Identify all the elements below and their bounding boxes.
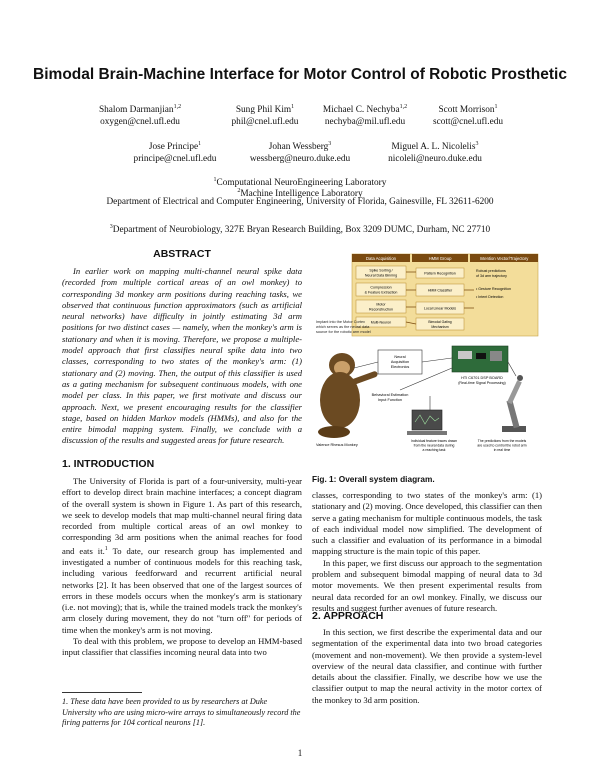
author-sup: 3 (475, 141, 479, 147)
paper-title: Bimodal Brain-Machine Interface for Motor Control of Robotic Prosthetic (33, 66, 567, 83)
affiliation-line (0, 221, 600, 236)
author-email: wessberg@neuro.duke.edu (249, 154, 351, 165)
author-email: nechyba@mil.ufl.edu (324, 117, 406, 128)
intro-heading: 1. INTRODUCTION (62, 458, 155, 470)
footnote-mark: 1 (104, 545, 108, 552)
fig-dsp-label: (Real-time Signal Processing) (458, 381, 506, 385)
author-name: Scott Morrison (438, 105, 495, 116)
fig-box-text: Local Linear Models (423, 306, 457, 311)
author-name: Sung Phil Kim (235, 105, 292, 116)
abstract-text: In earlier work on mapping multi-channel neural spike data (recorded from multiple cortical areas of an owl monkey) to corresponding 3d monkey arm positions during reaching tasks, we observed that continuous function approximators (such as artificial neural networks) have difficulty in jointly estimating 3d arm positions for two distinct cases — namely, when the monkey's arm is stationary and when it is moving. Therefore, we propose a multiple-model approach that first classifies neural spike data into two classes, corresponding to two states of the monkey's arm: (1) stationary and (2) moving. Then, the output of this classifier is used as a gating mechanism for subsequent continuous models, with one model per class. In this paper, we first motivate and discuss our approach. Next, we present encouraging results for the classifier stage, based on hidden Markov models (HMMs), and also for the entire bimodal mapping system. Finally, we conclude with a discussion of the results and suggested areas for future research. (62, 266, 302, 446)
author-name: Jose Principe (148, 142, 199, 153)
fig-note: source for the robotic arm model (316, 330, 371, 334)
intro-p2: To deal with this problem, we propose to develop an HMM-based input classifier that classifies incoming neural data into two (62, 636, 302, 658)
fig-col-header: HMM Group (428, 256, 452, 261)
fig-note: The predictions from the models (477, 439, 527, 443)
fig-col-header: Intention Vector/Trajectory (479, 256, 529, 261)
intro-p1b: To date, our research group has implemented and investigated a number of continuous models for this reaching task, including various feedforward and recurrent artificial neural networks [2]. It has been observed that one of the largest sources of errors in these models occurs when the monkey's arm is stationary (i.e. not moving); that is, while the trained models track the monkey's arm closely during movement, they do not "turn off" for periods of time when the monkey's arm is not moving. (62, 545, 302, 635)
affiliation-lab1: Computational NeuroEngineering Laboratory (216, 178, 387, 189)
affiliation-sup: 2 (237, 188, 241, 194)
fig-box-text: Mechanism (431, 325, 449, 329)
intro-body (62, 476, 302, 659)
fig-box-text: Neural (394, 355, 406, 359)
figure-caption: Fig. 1: Overall system diagram. (312, 474, 435, 484)
fig-note: of 3d arm trajectory (476, 274, 507, 278)
page-number: 1 (297, 748, 303, 758)
author-sup: 1,2 (173, 104, 182, 110)
fig-box-text: Electronics (390, 365, 410, 369)
author-sup: 1,2 (399, 104, 408, 110)
author-block (70, 101, 210, 128)
author-email: principe@cnel.ufl.edu (133, 154, 217, 165)
fig-note: Implant into the Motor Cortex (316, 320, 365, 324)
fig-note: • Gesture Recognition (476, 287, 512, 291)
author-block (225, 138, 375, 165)
author-name: Miguel A. L. Nicolelis (391, 142, 476, 153)
fig-box-text: Motor (376, 302, 386, 307)
affiliation-sup: 1 (213, 177, 217, 183)
fig-monkey-label: Valence Rhesus Monkey (316, 443, 358, 447)
right-p2: In this paper, we first discuss our approach to the segmentation problem and subsequent bimodal mapping of neural data to 3d motor movements. We then present experimental results from neural data recorded for an owl monkey. Finally, we discuss our results and suggest further avenues of future research. (312, 557, 542, 613)
fig-box-text: Pattern Recognition (424, 271, 456, 276)
author-email: oxygen@cnel.ufl.edu (100, 117, 180, 128)
fig-box-text: Multi-Neuron (370, 320, 392, 325)
author-block (398, 101, 538, 128)
intro-p1: The University of Florida is part of a four-university, multi-year effort to develop direct brain machine interfaces; a concept diagram of the overall system is shown in Figure 1. As part of this research, we seek to develop models that map multi-channel neural firing data recorded from multiple cortical areas of an owl monkey to corresponding 3d arm positions when the animal reaches for food and eats it. (62, 476, 302, 556)
fig-note: are used to control the robot arm (477, 443, 527, 448)
system-diagram (312, 250, 540, 464)
fig-box-text: Neural Data Binning (364, 273, 398, 278)
fig-col-header: Data Acquisition (365, 256, 397, 261)
fig-box-text: & Feature Extraction (364, 290, 398, 295)
author-block (355, 138, 515, 165)
author-block (105, 138, 245, 165)
fig-box-text: HMM Classifier (427, 288, 453, 293)
approach-heading: 2. APPROACH (312, 610, 384, 622)
right-p3: In this section, we first describe the experimental data and our segmentation of the experimental data into two broad categories (movement and non-movement). We then provide a system-level overview of the neural data classifier, and continue with further details about the classifier. Finally, we describe how we use the classifier output to map the neural activity in the motor cortex of the monkey to 3d arm position. (312, 627, 542, 705)
fig-note: • Intent Detection (476, 295, 504, 299)
author-email: scott@cnel.ufl.edu (432, 117, 503, 128)
intro-paragraph (62, 476, 302, 636)
fig-note: Robust predictions (476, 269, 506, 273)
fig-dsp-label: HTI C6701 DSP BOARD (461, 376, 503, 380)
fig-box-text: Spike Sorting / (369, 268, 393, 273)
footnote: 1. These data have been provided to us by researchers at Duke University who are using micro-wire arrays to simultaneously record the firing patterns for 104 cortical neurons [1]. (62, 697, 301, 727)
author-email: nicoleli@neuro.duke.edu (388, 154, 482, 165)
affiliation-sup: 3 (109, 224, 113, 230)
footnote-rule (62, 692, 142, 693)
system-diagram-svg (312, 250, 540, 464)
approach-body (312, 627, 542, 706)
affiliation-dept: Department of Electrical and Computer Engineering, University of Florida, Gainesville, FL 32611-6200 (106, 197, 494, 207)
author-email: phil@cnel.ufl.edu (231, 117, 299, 128)
author-sup: 1 (291, 104, 295, 110)
right-p1: classes, corresponding to two states of the monkey's arm: (1) stationary and (2) moving. Once developed, this classifier can then serve a gating mechanism for multiple continuous models, the task of each individual model now simplified. The development of such a classifier and evaluation of its performance in a bimodal mapping structure is the main topic of this paper. (312, 490, 542, 557)
author-name: Johan Wessberg (268, 142, 329, 153)
author-sup: 1 (198, 141, 202, 147)
affiliation-duke: Department of Neurobiology, 327E Bryan Research Building, Box 3209 DUMC, Durham, NC 27710 (112, 225, 491, 236)
fig-note: a reaching task (422, 448, 446, 452)
abstract-body (62, 266, 302, 447)
author-name: Michael C. Nechyba (322, 105, 400, 116)
author-sup: 3 (328, 141, 332, 147)
fig-box-text: Acquisition (390, 360, 410, 364)
author-name: Shalom Darmanjian (98, 105, 174, 116)
fig-box-text: Compression (370, 285, 392, 290)
abstract-heading: ABSTRACT (153, 248, 211, 260)
fig-box-text: Reconstruction (369, 307, 393, 312)
fig-note: in real time (493, 448, 511, 452)
fig-bpf-label: Behavioral Estimation (371, 393, 409, 397)
fig-box-text: Bimodal Gating (428, 320, 452, 324)
fig-note: from the neural data during (413, 443, 455, 448)
affiliation-lab2: Machine Intelligence Laboratory (240, 189, 363, 200)
fig-note: which serves as the neural data (316, 325, 370, 329)
fig-note: Individual feature traces drawn (410, 439, 458, 443)
right-column-body (312, 490, 542, 614)
fig-bpf-label: Input Function (377, 398, 403, 402)
author-sup: 1 (494, 104, 498, 110)
